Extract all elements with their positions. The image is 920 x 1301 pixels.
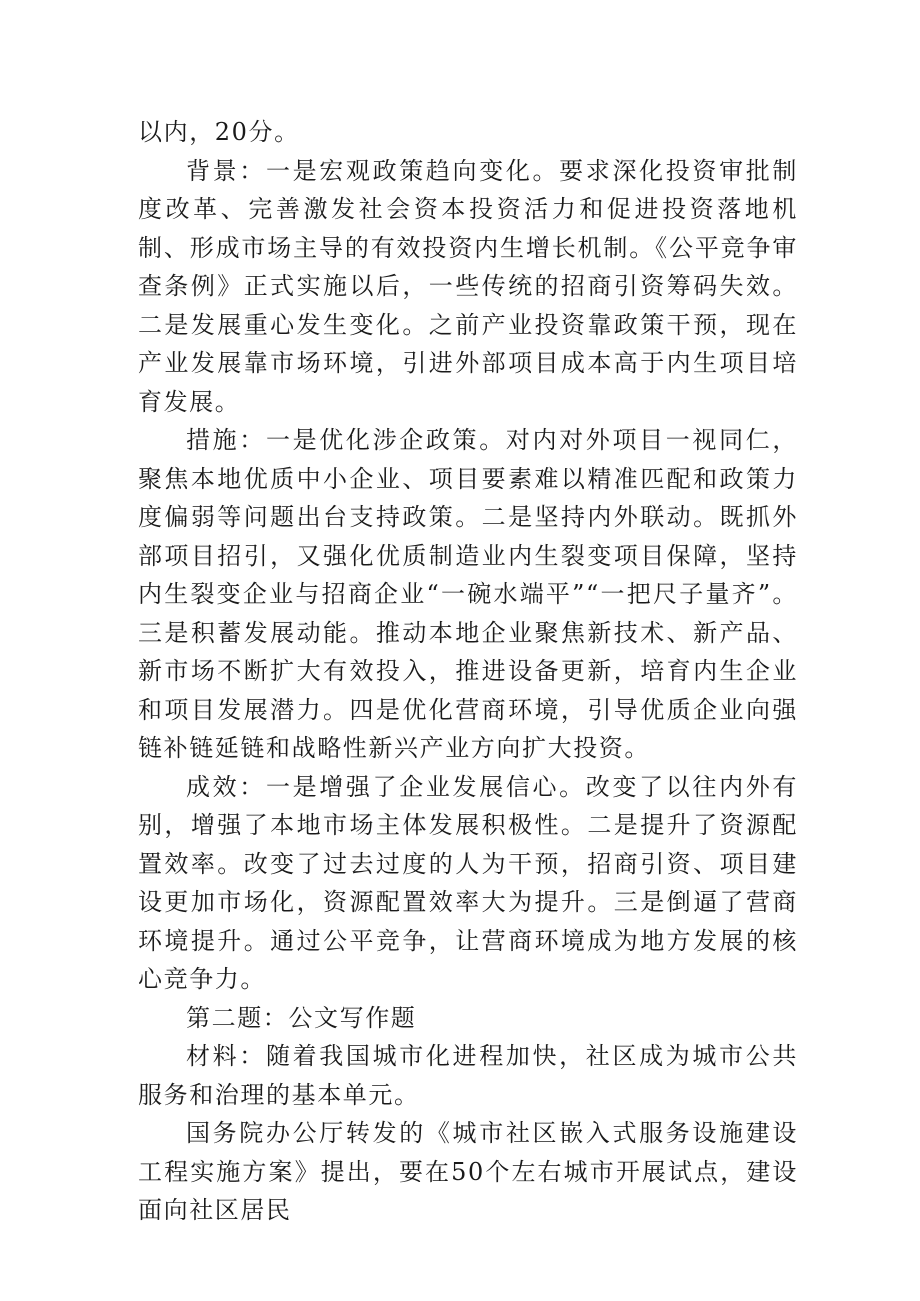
document-body — [138, 113, 798, 1230]
paragraph-background: 背景：一是宏观政策趋向变化。要求深化投资审批制度改革、完善激发社会资本投资活力和促进投资落地机制、形成市场主导的有效投资内生增长机制。《公平竞争审查条例》正式实施以后，一些传统的招商引资筹码失效。二是发展重心发生变化。之前产业投资靠政策干预，现在产业发展靠市场环境，引进外部项目成本高于内生项目培育发展。 — [138, 156, 798, 416]
paragraph-material: 材料：随着我国城市化进程加快，社区成为城市公共服务和治理的基本单元。 — [138, 1042, 798, 1109]
paragraph-results: 成效：一是增强了企业发展信心。改变了以往内外有别，增强了本地市场主体发展积极性。二是提升了资源配置效率。改变了过去过度的人为干预，招商引资、项目建设更加市场化，资源配置效率大为提升。三是倒逼了营商环境提升。通过公平竞争，让营商环境成为地方发展的核心竞争力。 — [138, 772, 798, 993]
section-heading-question-two: 第二题：公文写作题 — [186, 1003, 417, 1032]
paragraph-state-council: 国务院办公厅转发的《城市社区嵌入式服务设施建设工程实施方案》提出，要在50个左右城市开展试点，建设面向社区居民 — [138, 1119, 798, 1224]
paragraph-measures: 措施：一是优化涉企政策。对内对外项目一视同仁，聚焦本地优质中小企业、项目要素难以精准匹配和政策力度偏弱等问题出台支持政策。二是坚持内外联动。既抓外部项目招引，又强化优质制造业内生裂变项目保障，坚持内生裂变企业与招商企业“一碗水端平”“一把尺子量齐”。三是积蓄发展动能。推动本地企业聚焦新技术、新产品、新市场不断扩大有效投入，推进设备更新，培育内生企业和项目发展潜力。四是优化营商环境，引导优质企业向强链补链延链和战略性新兴产业方向扩大投资。 — [138, 426, 798, 762]
paragraph-continuation: 以内，20分。 — [138, 118, 300, 146]
